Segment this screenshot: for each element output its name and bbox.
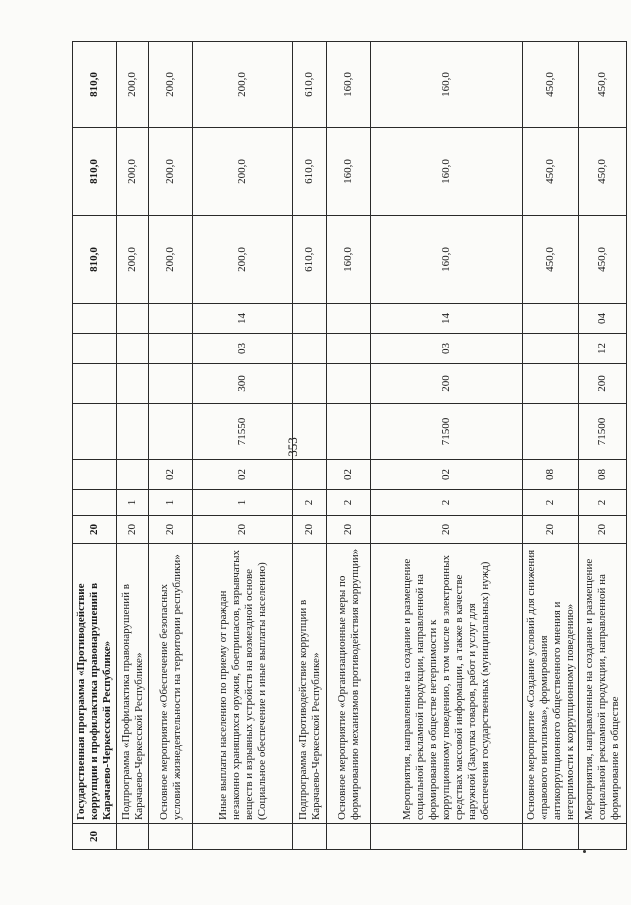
row-number-cell — [293, 824, 327, 850]
amount-year-2-cell: 200,0 — [149, 128, 193, 216]
amount-year-2-cell: 160,0 — [327, 128, 371, 216]
row-name-cell: Иные выплаты населению по приему от граждан незаконно хранящихся оружия, боеприпасов, взрывчатых веществ и взрывных устройств на возмездной основе (Социальное обеспечение и иные выплаты населению) — [193, 544, 293, 824]
code-gp-cell: 20 — [149, 516, 193, 544]
amount-year-2-cell: 450,0 — [579, 128, 627, 216]
amount-year-1-cell: 200,0 — [149, 216, 193, 304]
code-section-cell — [327, 334, 371, 364]
amount-year-3-cell: 200,0 — [193, 42, 293, 128]
amount-year-3-cell: 200,0 — [117, 42, 149, 128]
code-direction-cell: 71550 — [193, 404, 293, 460]
code-section-cell — [73, 334, 117, 364]
row-number-cell: 20 — [73, 824, 117, 850]
amount-year-1-cell: 810,0 — [73, 216, 117, 304]
code-section-cell — [293, 334, 327, 364]
code-section-cell — [117, 334, 149, 364]
code-gp-cell: 20 — [327, 516, 371, 544]
table-row — [327, 42, 371, 850]
code-event-cell — [293, 460, 327, 490]
code-expense-cell — [149, 364, 193, 404]
code-expense-cell: 200 — [371, 364, 523, 404]
row-number-cell — [371, 824, 523, 850]
table-row — [579, 42, 627, 850]
amount-year-1-cell: 450,0 — [523, 216, 579, 304]
code-event-cell: 02 — [371, 460, 523, 490]
table-row — [523, 42, 579, 850]
code-expense-cell — [293, 364, 327, 404]
code-event-cell: 08 — [579, 460, 627, 490]
amount-year-1-cell: 160,0 — [371, 216, 523, 304]
amount-year-2-cell: 200,0 — [117, 128, 149, 216]
row-number-cell — [327, 824, 371, 850]
amount-year-2-cell: 810,0 — [73, 128, 117, 216]
code-expense-cell: 300 — [193, 364, 293, 404]
code-sub-cell: 2 — [293, 490, 327, 516]
code-gp-cell: 20 — [193, 516, 293, 544]
code-sub-cell: 2 — [327, 490, 371, 516]
code-subsection-cell: 14 — [371, 304, 523, 334]
amount-year-3-cell: 450,0 — [523, 42, 579, 128]
code-expense-cell — [117, 364, 149, 404]
row-number-cell — [579, 824, 627, 850]
code-subsection-cell: 14 — [193, 304, 293, 334]
table-row — [149, 42, 193, 850]
code-expense-cell — [523, 364, 579, 404]
code-direction-cell — [327, 404, 371, 460]
code-expense-cell — [73, 364, 117, 404]
table-row — [293, 42, 327, 850]
code-subsection-cell: 04 — [579, 304, 627, 334]
amount-year-3-cell: 200,0 — [149, 42, 193, 128]
row-name-cell: Мероприятия, направленные на создание и размещение социальной рекламной продукции, направленной на формирование в обществе — [579, 544, 627, 824]
amount-year-2-cell: 200,0 — [193, 128, 293, 216]
scan-speck — [583, 850, 586, 853]
code-section-cell — [149, 334, 193, 364]
amount-year-1-cell: 610,0 — [293, 216, 327, 304]
table-row — [371, 42, 523, 850]
row-name-cell: Мероприятия, направленные на создание и размещение социальной рекламной продукции, направленной на формирование в обществе нетерпимости к коррупционному поведению, в том числе в электронных средствах массовой информации, а также в качестве наружной (Закупка товаров, работ и услуг для обеспечения государственных (муниципальных) нужд) — [371, 544, 523, 824]
code-gp-cell: 20 — [73, 516, 117, 544]
amount-year-1-cell: 160,0 — [327, 216, 371, 304]
code-sub-cell: 2 — [523, 490, 579, 516]
code-direction-cell: 71500 — [371, 404, 523, 460]
code-direction-cell — [149, 404, 193, 460]
code-section-cell: 12 — [579, 334, 627, 364]
code-direction-cell: 71500 — [579, 404, 627, 460]
amount-year-2-cell: 160,0 — [371, 128, 523, 216]
code-section-cell: 03 — [193, 334, 293, 364]
amount-year-1-cell: 200,0 — [117, 216, 149, 304]
row-name-cell: Подпрограмма «Профилактика правонарушений в Карачаево-Черкесской Республике» — [117, 544, 149, 824]
code-event-cell: 02 — [327, 460, 371, 490]
code-gp-cell: 20 — [371, 516, 523, 544]
row-name-cell: Основное мероприятие «Организационные меры по формированию механизмов противодействия коррупции» — [327, 544, 371, 824]
row-number-cell — [193, 824, 293, 850]
amount-year-3-cell: 450,0 — [579, 42, 627, 128]
table-wrapper — [72, 42, 621, 850]
code-event-cell: 02 — [149, 460, 193, 490]
code-expense-cell: 200 — [579, 364, 627, 404]
code-sub-cell: 2 — [579, 490, 627, 516]
amount-year-2-cell: 610,0 — [293, 128, 327, 216]
code-expense-cell — [327, 364, 371, 404]
code-subsection-cell — [293, 304, 327, 334]
code-subsection-cell — [149, 304, 193, 334]
code-sub-cell: 1 — [193, 490, 293, 516]
table-row — [73, 42, 117, 850]
table-row — [117, 42, 149, 850]
amount-year-3-cell: 610,0 — [293, 42, 327, 128]
code-gp-cell: 20 — [523, 516, 579, 544]
code-section-cell: 03 — [371, 334, 523, 364]
row-number-cell — [149, 824, 193, 850]
code-event-cell — [117, 460, 149, 490]
amount-year-3-cell: 160,0 — [327, 42, 371, 128]
row-number-cell — [523, 824, 579, 850]
code-subsection-cell — [73, 304, 117, 334]
code-subsection-cell — [117, 304, 149, 334]
budget-table — [72, 41, 627, 850]
code-sub-cell: 1 — [149, 490, 193, 516]
code-sub-cell: 2 — [371, 490, 523, 516]
table-row — [193, 42, 293, 850]
code-event-cell — [73, 460, 117, 490]
code-direction-cell — [523, 404, 579, 460]
row-name-cell: Основное мероприятие «Создание условий для снижения «правового нигилизма», формирования антикоррупционного общественного мнения и нетерпимости к коррупционному поведению» — [523, 544, 579, 824]
code-sub-cell: 1 — [117, 490, 149, 516]
code-gp-cell: 20 — [579, 516, 627, 544]
amount-year-1-cell: 200,0 — [193, 216, 293, 304]
code-direction-cell — [293, 404, 327, 460]
code-event-cell: 08 — [523, 460, 579, 490]
code-direction-cell — [117, 404, 149, 460]
code-section-cell — [523, 334, 579, 364]
code-subsection-cell — [523, 304, 579, 334]
code-direction-cell — [73, 404, 117, 460]
amount-year-3-cell: 810,0 — [73, 42, 117, 128]
code-sub-cell — [73, 490, 117, 516]
amount-year-1-cell: 450,0 — [579, 216, 627, 304]
row-number-cell — [117, 824, 149, 850]
row-name-cell: Подпрограмма «Противодействие коррупции в Карачаево-Черкесской Республике» — [293, 544, 327, 824]
code-event-cell: 02 — [193, 460, 293, 490]
code-gp-cell: 20 — [293, 516, 327, 544]
row-name-cell: Основное мероприятие «Обеспечение безопасных условий жизнедеятельности на территории республики» — [149, 544, 193, 824]
amount-year-2-cell: 450,0 — [523, 128, 579, 216]
row-name-cell: Государственная программа «Противодействие коррупции и профилактика правонарушений в Карачаево-Черкесской Республике» — [73, 544, 117, 824]
code-gp-cell: 20 — [117, 516, 149, 544]
amount-year-3-cell: 160,0 — [371, 42, 523, 128]
page-number: 353 — [285, 437, 300, 457]
code-subsection-cell — [327, 304, 371, 334]
